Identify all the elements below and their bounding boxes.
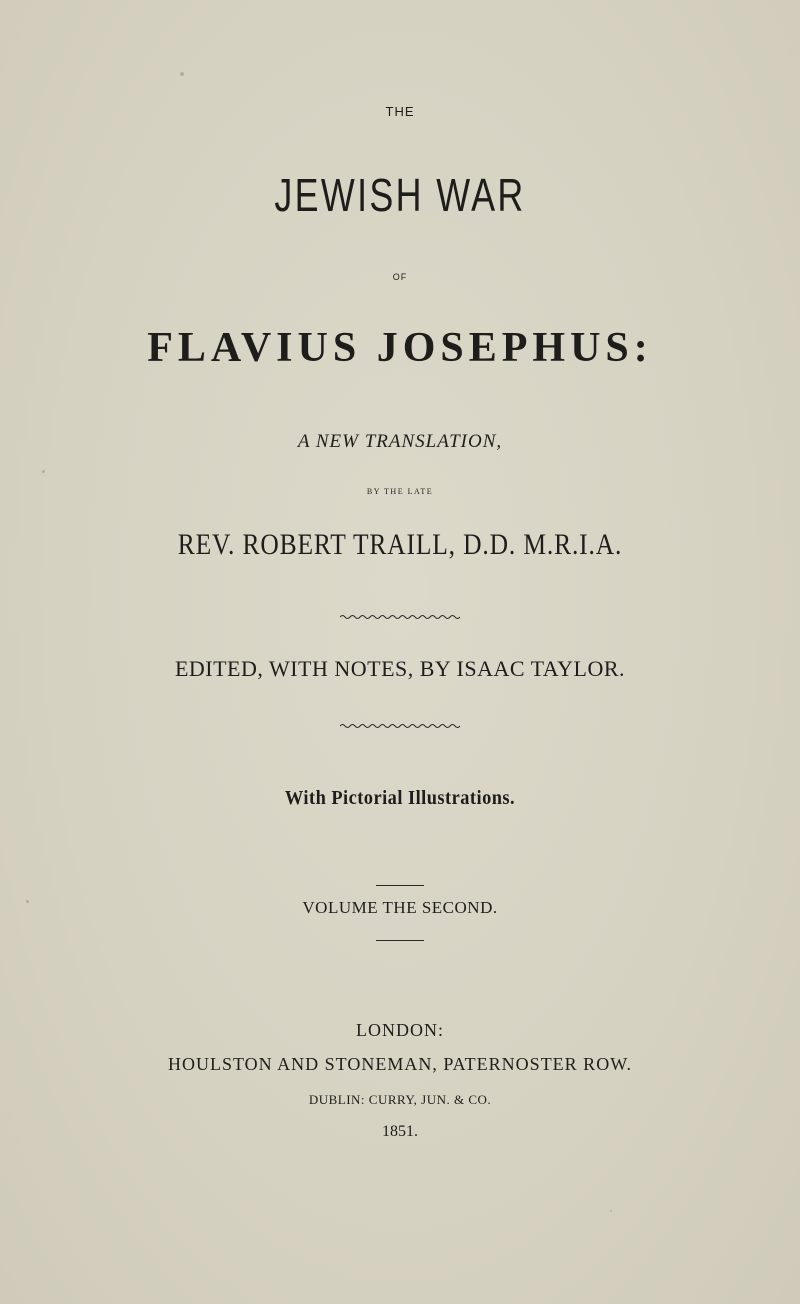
imprint-city: LONDON: <box>356 1020 444 1040</box>
author-name: FLAVIUS JOSEPHUS: <box>147 325 653 371</box>
short-rule <box>376 885 424 886</box>
wavy-rule-ornament <box>340 722 460 730</box>
co-publisher-line: DUBLIN: CURRY, JUN. & CO. <box>308 1092 492 1107</box>
by-the-late: BY THE LATE <box>366 487 434 496</box>
short-rule <box>376 940 424 941</box>
volume-line: VOLUME THE SECOND. <box>302 898 498 917</box>
paper-speck <box>610 1210 612 1212</box>
main-title: JEWISH WAR <box>274 169 526 221</box>
translator-name: REV. ROBERT TRAILL, D.D. M.R.I.A. <box>177 528 623 561</box>
publisher-line: HOULSTON AND STONEMAN, PATERNOSTER ROW. <box>167 1054 633 1074</box>
paper-speck <box>42 470 45 473</box>
wavy-rule-ornament <box>340 613 460 621</box>
publication-year: 1851. <box>382 1123 418 1140</box>
paper-speck <box>180 72 184 76</box>
editor-line: EDITED, WITH NOTES, BY ISAAC TAYLOR. <box>174 656 626 681</box>
subtitle: A NEW TRANSLATION, <box>297 431 503 452</box>
title-the: THE <box>385 104 415 119</box>
title-of: OF <box>392 272 408 282</box>
illustrations-line: With Pictorial Illustrations. <box>284 787 516 809</box>
